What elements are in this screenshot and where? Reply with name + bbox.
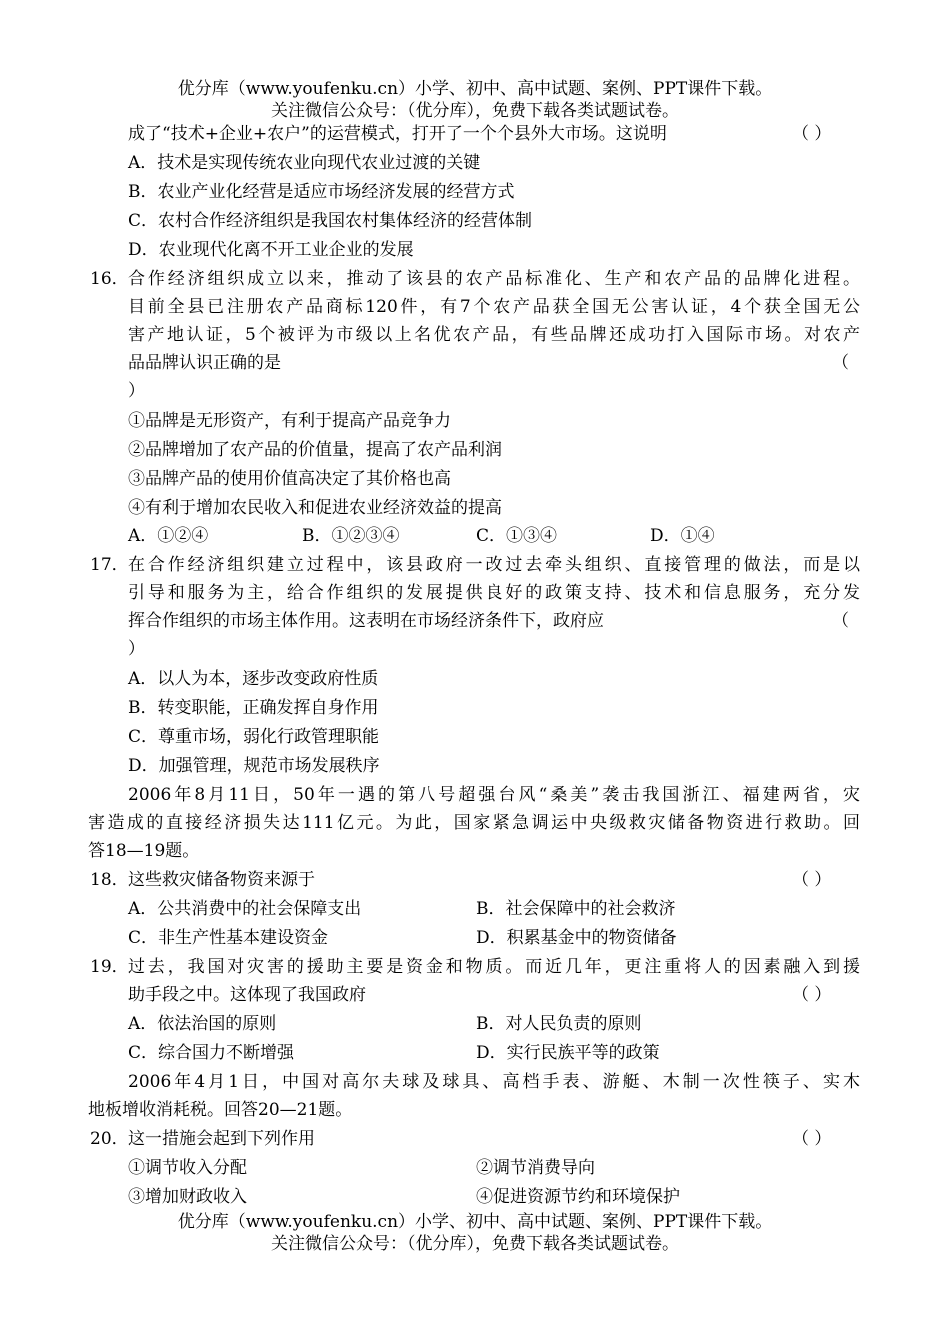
q16-bracket-open: （ bbox=[832, 353, 849, 373]
q19-option-b: B．对人民负责的原则 bbox=[476, 1014, 642, 1034]
q18-stem: 这些救灾储备物资来源于 bbox=[128, 870, 315, 890]
q15-option-d: D．农业现代化离不开工业企业的发展 bbox=[128, 240, 414, 260]
q16-bracket-close: ） bbox=[128, 381, 145, 401]
q15-option-a: A．技术是实现传统农业向现代农业过渡的关键 bbox=[128, 153, 481, 173]
q20-stem: 这一措施会起到下列作用 bbox=[128, 1129, 315, 1149]
q15-option-c: C．农村合作经济组织是我国农村集体经济的经营体制 bbox=[128, 211, 533, 231]
q18-option-b: B．社会保障中的社会救济 bbox=[476, 899, 676, 919]
q20-number: 20． bbox=[90, 1129, 129, 1149]
q19-stem-line-2: 助手段之中。这体现了我国政府 bbox=[128, 985, 366, 1005]
footer-line-2: 关注微信公众号：（优分库），免费下载各类试题试卷。 bbox=[271, 1234, 679, 1254]
q16-number: 16． bbox=[90, 269, 129, 289]
q20-item-1: ①调节收入分配 bbox=[128, 1158, 247, 1178]
q17-stem-line-3: 挥合作组织的市场主体作用。这表明在市场经济条件下，政府应 bbox=[128, 611, 604, 631]
q18-option-c: C．非生产性基本建设资金 bbox=[128, 928, 329, 948]
q18-option-a: A．公共消费中的社会保障支出 bbox=[128, 899, 362, 919]
q20-item-2: ②调节消费导向 bbox=[476, 1158, 595, 1178]
q16-stem-line-1: 合作经济组织成立以来，推动了该县的农产品标准化、生产和农产品的品牌化进程。 bbox=[128, 269, 860, 289]
q17-stem-line-1: 在合作经济组织建立过程中，该县政府一改过去牵头组织、直接管理的做法，而是以 bbox=[128, 555, 860, 575]
q20-item-3: ③增加财政收入 bbox=[128, 1187, 247, 1207]
q18-answer-bracket: （ ） bbox=[792, 870, 832, 890]
q17-option-d: D．加强管理，规范市场发展秩序 bbox=[128, 756, 380, 776]
q15-stem-tail: 成了“技术+企业+农户”的运营模式，打开了一个个县外大市场。这说明 bbox=[128, 124, 667, 144]
q19-stem-line-1: 过去，我国对灾害的援助主要是资金和物质。而近几年，更注重将人的因素融入到援 bbox=[128, 957, 860, 977]
q17-stem-line-2: 引导和服务为主，给合作组织的发展提供良好的政策支持、技术和信息服务，充分发 bbox=[128, 583, 860, 603]
passage1-line-3: 答18—19题。 bbox=[88, 841, 200, 861]
q15-answer-bracket: （ ） bbox=[792, 124, 832, 144]
q19-option-c: C．综合国力不断增强 bbox=[128, 1043, 295, 1063]
q17-bracket-close: ） bbox=[128, 639, 145, 659]
q16-choice-c: C．①③④ bbox=[476, 526, 558, 546]
header-line-1: 优分库（www.youfenku.cn）小学、初中、高中试题、案例、PPT课件下载。 bbox=[177, 79, 773, 99]
q17-option-b: B．转变职能，正确发挥自身作用 bbox=[128, 698, 379, 718]
q18-number: 18． bbox=[90, 870, 129, 890]
header-line-2: 关注微信公众号：（优分库），免费下载各类试题试卷。 bbox=[271, 101, 679, 121]
q17-bracket-open: （ bbox=[832, 611, 849, 631]
q17-number: 17． bbox=[90, 555, 129, 575]
q16-choice-a: A．①②④ bbox=[128, 526, 209, 546]
q16-choice-b: B．①②③④ bbox=[302, 526, 400, 546]
q16-item-2: ②品牌增加了农产品的价值量，提高了农产品利润 bbox=[128, 440, 502, 460]
q16-stem-line-3: 害产地认证，5个被评为市级以上名优农产品，有些品牌还成功打入国际市场。对农产 bbox=[128, 325, 860, 345]
passage1-line-2: 害造成的直接经济损失达111亿元。为此，国家紧急调运中央级救灾储备物资进行救助。回 bbox=[88, 813, 860, 833]
q16-stem-line-4: 品品牌认识正确的是 bbox=[128, 353, 281, 373]
q17-option-a: A．以人为本，逐步改变政府性质 bbox=[128, 669, 379, 689]
passage2-line-1: 2006年4月1日，中国对高尔夫球及球具、高档手表、游艇、木制一次性筷子、实木 bbox=[128, 1072, 860, 1092]
q19-number: 19． bbox=[90, 957, 129, 977]
q20-item-4: ④促进资源节约和环境保护 bbox=[476, 1187, 680, 1207]
q20-answer-bracket: （ ） bbox=[792, 1129, 832, 1149]
passage1-line-1: 2006年8月11日，50年一遇的第八号超强台风“桑美”袭击我国浙江、福建两省，灾 bbox=[128, 785, 860, 805]
q16-item-4: ④有利于增加农民收入和促进农业经济效益的提高 bbox=[128, 498, 502, 518]
q18-option-d: D．积累基金中的物资储备 bbox=[476, 928, 677, 948]
q16-choice-d: D．①④ bbox=[650, 526, 715, 546]
q17-option-c: C．尊重市场，弱化行政管理职能 bbox=[128, 727, 380, 747]
q19-option-d: D．实行民族平等的政策 bbox=[476, 1043, 660, 1063]
q15-option-b: B．农业产业化经营是适应市场经济发展的经营方式 bbox=[128, 182, 515, 202]
q16-item-1: ①品牌是无形资产，有利于提高产品竞争力 bbox=[128, 411, 451, 431]
passage2-line-2: 地板增收消耗税。回答20—21题。 bbox=[88, 1100, 353, 1120]
q16-stem-line-2: 目前全县已注册农产品商标120件，有7个农产品获全国无公害认证，4个获全国无公 bbox=[128, 297, 860, 317]
footer-line-1: 优分库（www.youfenku.cn）小学、初中、高中试题、案例、PPT课件下载。 bbox=[177, 1212, 773, 1232]
q19-answer-bracket: （ ） bbox=[792, 985, 832, 1005]
q16-item-3: ③品牌产品的使用价值高决定了其价格也高 bbox=[128, 469, 451, 489]
q19-option-a: A．依法治国的原则 bbox=[128, 1014, 277, 1034]
